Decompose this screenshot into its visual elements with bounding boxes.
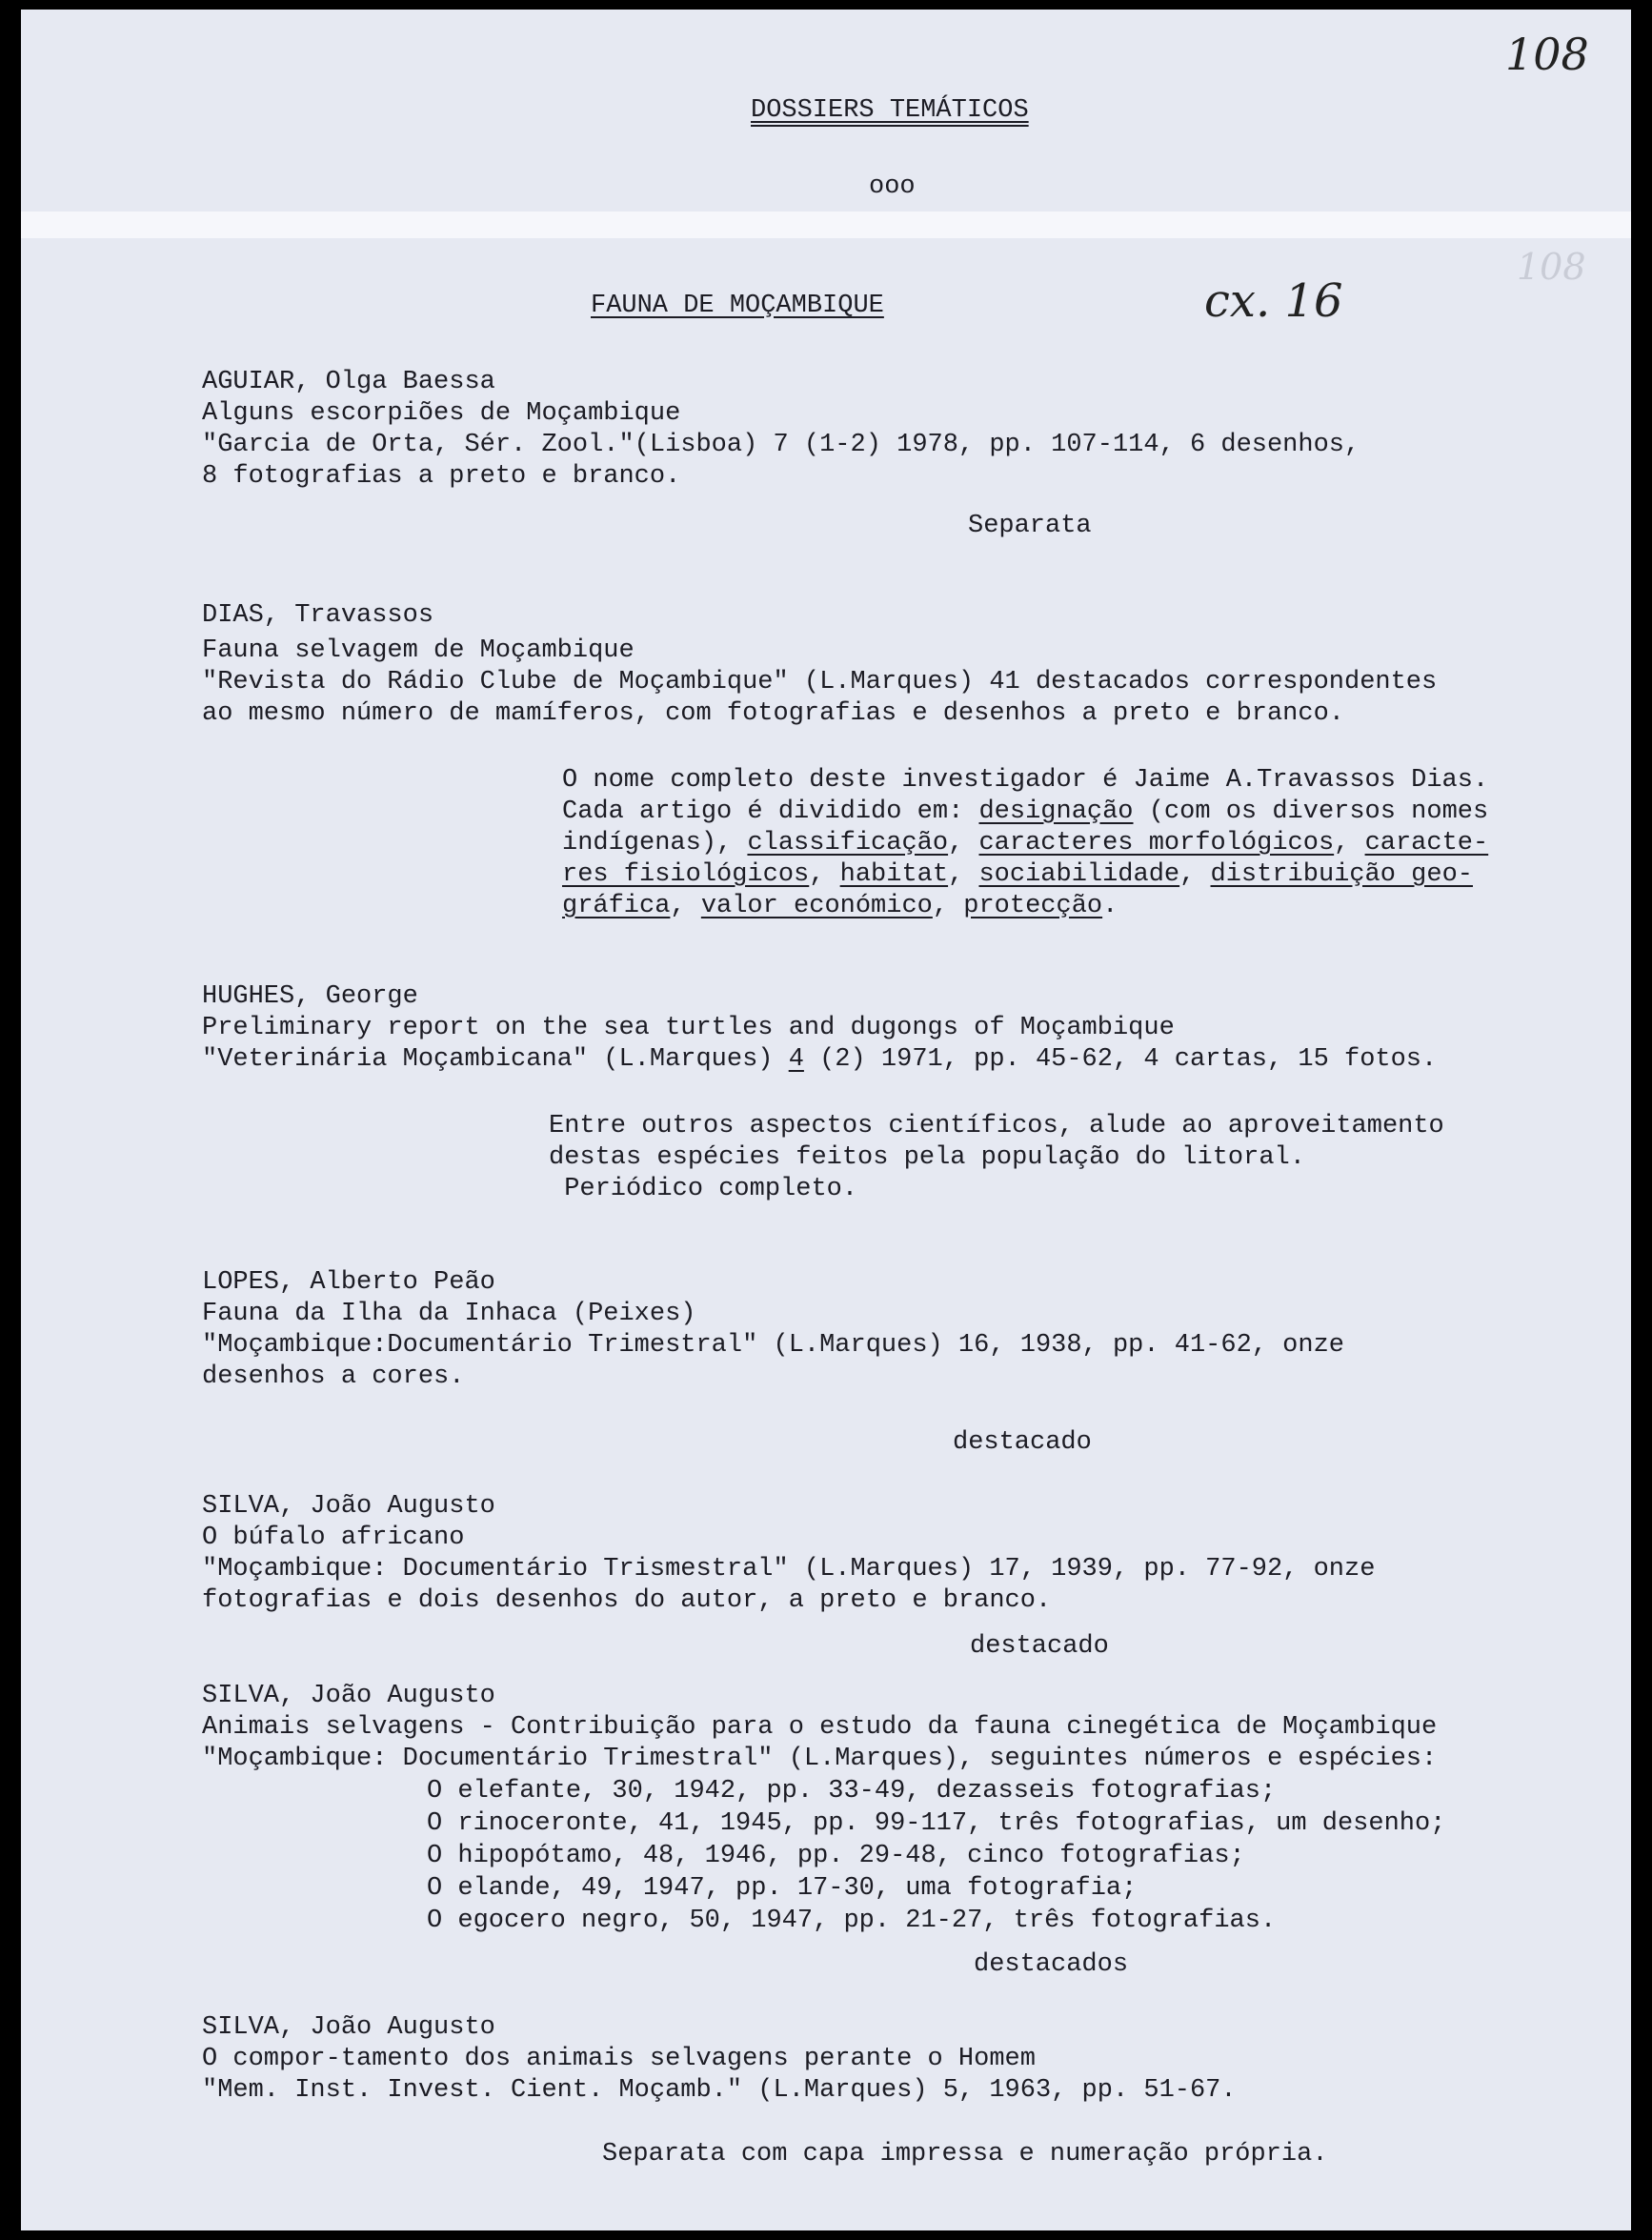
underlined-term: caracte- <box>1364 829 1489 858</box>
entry-author: SILVA, João Augusto <box>202 1492 495 1521</box>
entry-title: Fauna selvagem de Moçambique <box>202 636 635 665</box>
entry-title: O compor-tamento dos animais selvagens perante o Homem <box>202 2045 1036 2073</box>
entry-silva-bufalo <box>202 1491 1375 1617</box>
underlined-term: gráfica <box>562 892 671 920</box>
annotation-line: destas espécies feitos pela população do litoral. <box>549 1143 1305 1172</box>
entry-author: SILVA, João Augusto <box>202 2013 495 2042</box>
entry-citation <box>202 1044 1437 1076</box>
entry-citation: "Mem. Inst. Invest. Cient. Moçamb." (L.Marques) 5, 1963, pp. 51-67. <box>202 2076 1237 2105</box>
annotation-text: (com os diversos nomes <box>1133 797 1489 826</box>
underlined-term: designação <box>978 797 1134 826</box>
entry-citation: desenhos a cores. <box>202 1362 465 1391</box>
underlined-term: protecção <box>963 892 1103 920</box>
entry-title: Preliminary report on the sea turtles and dugongs of Moçambique <box>202 1014 1175 1042</box>
species-list <box>427 1775 1445 1937</box>
annotation-line: Periódico completo. <box>549 1175 858 1203</box>
annotation-text: , <box>809 860 840 889</box>
entry-title: Alguns escorpiões de Moçambique <box>202 399 681 428</box>
annotation-line <box>562 859 1488 891</box>
entry-citation: "Moçambique:Documentário Trimestral" (L.Marques) 16, 1938, pp. 41-62, onze <box>202 1331 1344 1360</box>
annotation-text: , <box>1179 860 1211 889</box>
list-item: O elefante, 30, 1942, pp. 33-49, dezasseis fotografias; <box>427 1777 1277 1806</box>
entry-author: LOPES, Alberto Peão <box>202 1268 495 1297</box>
citation-text: "Veterinária Moçambicana" (L.Marques) <box>202 1045 789 1074</box>
annotation-line <box>562 891 1488 922</box>
paper-overlap-strip <box>21 212 1631 238</box>
entry-annotation <box>549 1111 1444 1205</box>
entry-author: HUGHES, George <box>202 982 418 1011</box>
faint-page-number: 108 <box>1517 246 1586 288</box>
underlined-term: habitat <box>839 860 949 889</box>
entry-citation: ao mesmo número de mamíferos, com fotografias e desenhos a preto e branco. <box>202 699 1344 728</box>
annotation-line: O nome completo deste investigador é Jaime A.Travassos Dias. <box>562 766 1489 795</box>
entry-citation: "Moçambique: Documentário Trismestral" (L.Marques) 17, 1939, pp. 77-92, onze <box>202 1555 1376 1584</box>
header-ornament: ooo <box>869 172 916 201</box>
entry-dias <box>202 600 1437 730</box>
list-item: O elande, 49, 1947, pp. 17-30, uma fotografia; <box>427 1874 1138 1903</box>
annotation-text: , <box>1334 829 1365 858</box>
citation-text: (2) 1971, pp. 45-62, 4 cartas, 15 fotos. <box>803 1045 1438 1074</box>
header-title: DOSSIERS TEMÁTICOS <box>751 96 1029 125</box>
citation-volume: 4 <box>788 1045 804 1074</box>
entry-citation: "Revista do Rádio Clube de Moçambique" (L.Marques) 41 destacados correspondentes <box>202 668 1438 696</box>
entry-author: SILVA, João Augusto <box>202 1682 495 1710</box>
underlined-term: valor económico <box>700 892 933 920</box>
handwritten-page-number: 108 <box>1505 29 1589 80</box>
entry-title: Animais selvagens - Contribuição para o estudo da fauna cinegética de Moçambique <box>202 1713 1438 1742</box>
entry-author: AGUIAR, Olga Baessa <box>202 368 495 396</box>
underlined-term: distribuição geo- <box>1210 860 1473 889</box>
list-item: O egocero negro, 50, 1947, pp. 21-27, três fotografias. <box>427 1907 1277 1935</box>
handwritten-box-label: cx. 16 <box>1204 274 1343 328</box>
annotation-text: , <box>932 892 964 920</box>
underlined-term: sociabilidade <box>978 860 1180 889</box>
annotation-line <box>562 828 1488 859</box>
annotation-text: . <box>1102 892 1118 920</box>
entry-citation: fotografias e dois desenhos do autor, a preto e branco. <box>202 1586 1052 1615</box>
entry-note: Separata <box>968 512 1092 540</box>
annotation-text: , <box>948 829 979 858</box>
entry-note: destacados <box>974 1950 1129 1979</box>
underlined-term: res fisiológicos <box>562 860 810 889</box>
entry-silva-comportamento <box>202 2012 1237 2107</box>
underlined-term: caracteres morfológicos <box>978 829 1335 858</box>
entry-note: destacado <box>970 1632 1109 1661</box>
annotation-text: , <box>670 892 701 920</box>
annotation-text: indígenas), <box>562 829 748 858</box>
entry-note: Separata com capa impressa e numeração própria. <box>602 2140 1328 2169</box>
entry-citation: "Garcia de Orta, Sér. Zool."(Lisboa) 7 (1-2) 1978, pp. 107-114, 6 desenhos, <box>202 431 1360 459</box>
entry-citation: "Moçambique: Documentário Trimestral" (L.Marques), seguintes números e espécies: <box>202 1745 1438 1773</box>
annotation-text: , <box>948 860 979 889</box>
annotation-line: Entre outros aspectos científicos, alude ao aproveitamento <box>549 1112 1444 1140</box>
entry-aguiar <box>202 367 1360 493</box>
annotation-text: Cada artigo é dividido em: <box>562 797 979 826</box>
entry-note: destacado <box>953 1428 1092 1457</box>
entry-annotation <box>562 765 1488 922</box>
entry-author: DIAS, Travassos <box>202 601 434 630</box>
list-item: O hipopótamo, 48, 1946, pp. 29-48, cinco fotografias; <box>427 1842 1245 1870</box>
list-item: O rinoceronte, 41, 1945, pp. 99-117, três fotografias, um desenho; <box>427 1809 1446 1838</box>
entry-silva-animais <box>202 1681 1437 1775</box>
entry-lopes <box>202 1267 1344 1393</box>
entry-citation: 8 fotografias a preto e branco. <box>202 462 681 491</box>
entry-title: Fauna da Ilha da Inhaca (Peixes) <box>202 1300 696 1328</box>
section-title: FAUNA DE MOÇAMBIQUE <box>591 292 884 320</box>
annotation-line <box>562 797 1488 828</box>
underlined-term: classificação <box>747 829 949 858</box>
entry-title: O búfalo africano <box>202 1524 465 1552</box>
entry-hughes <box>202 981 1437 1076</box>
